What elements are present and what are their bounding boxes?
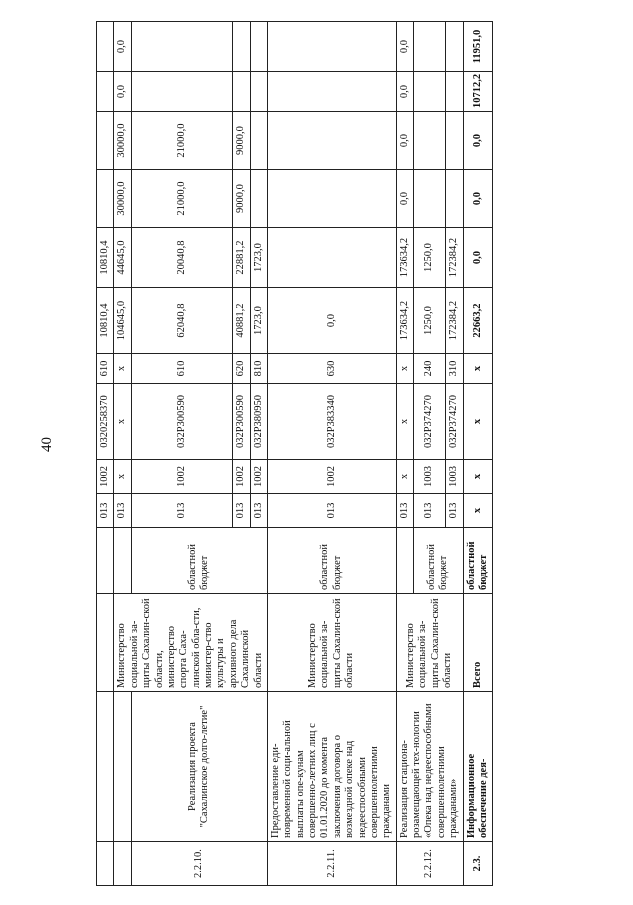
- table-cell: 032P380950: [250, 384, 267, 460]
- table-cell: 032P374270: [446, 384, 463, 460]
- table-cell: 0,0: [396, 112, 413, 170]
- table-cell: x: [114, 384, 131, 460]
- table-cell: Информационное обеспечение дея-: [463, 692, 493, 842]
- table-cell: 173634,2: [396, 228, 413, 288]
- table-cell: 22881,2: [233, 228, 250, 288]
- table-cell: 0,0: [396, 170, 413, 228]
- table-row: [267, 22, 396, 886]
- table-cell: [97, 594, 114, 692]
- table-cell: 620: [233, 354, 250, 384]
- table-cell: [233, 72, 250, 112]
- table-cell: 1003: [414, 460, 446, 494]
- table-cell: 032P374270: [414, 384, 446, 460]
- table-cell: 21000,0: [131, 170, 232, 228]
- table-cell: 810: [250, 354, 267, 384]
- table-cell: 172384,2: [446, 288, 463, 354]
- table-cell: 610: [97, 354, 114, 384]
- table-cell: [97, 692, 114, 842]
- table-cell: 173634,2: [396, 288, 413, 354]
- table-cell: [97, 170, 114, 228]
- table-cell: [114, 842, 131, 886]
- table-cell: 013: [131, 494, 232, 528]
- table-cell: x: [463, 384, 493, 460]
- table-cell: [446, 170, 463, 228]
- table-cell: 172384,2: [446, 228, 463, 288]
- table-cell: [267, 228, 396, 288]
- table-cell: 013: [396, 494, 413, 528]
- table-row: [131, 22, 232, 886]
- table-cell: 610: [131, 354, 232, 384]
- table-cell: 0,0: [463, 228, 493, 288]
- budget-table: [96, 21, 493, 886]
- table-cell: [97, 528, 114, 594]
- table-cell: 30000,0: [114, 170, 131, 228]
- table-cell: 1723,0: [250, 288, 267, 354]
- table-cell: [414, 22, 446, 72]
- table-cell: областной бюджет: [414, 528, 464, 594]
- table-cell: 013: [250, 494, 267, 528]
- table-cell: [267, 112, 396, 170]
- table-cell: 1723,0: [250, 228, 267, 288]
- table-cell: 032P383340: [267, 384, 396, 460]
- table-cell: x: [396, 354, 413, 384]
- table-cell: 20040,8: [131, 228, 232, 288]
- table-cell: Предоставление еди-новременной соци-альной выплаты опе-кунам совершенно-летних лиц с 01.01.2020 до момента заключения договора о возмездной опеке над недееспособными совершеннолетними гражданами: [267, 692, 396, 842]
- table-cell: 240: [414, 354, 446, 384]
- table-cell: 032P300590: [131, 384, 232, 460]
- table-cell: x: [463, 354, 493, 384]
- table-cell: [97, 22, 114, 72]
- table-cell: [267, 22, 396, 72]
- table-cell: [414, 72, 446, 112]
- table-cell: 40881,2: [233, 288, 250, 354]
- table-cell: 0,0: [396, 72, 413, 112]
- table-cell: 11951,0: [463, 22, 493, 72]
- table-cell: 0,0: [114, 22, 131, 72]
- table-cell: x: [463, 460, 493, 494]
- table-cell: 1002: [97, 460, 114, 494]
- table-cell: 9000,0: [233, 112, 250, 170]
- table-cell: 1002: [250, 460, 267, 494]
- table-cell: x: [396, 460, 413, 494]
- table-cell: [97, 72, 114, 112]
- table-cell: x: [463, 494, 493, 528]
- table-cell: [414, 112, 446, 170]
- table-cell: 013: [114, 494, 131, 528]
- table-cell: x: [114, 354, 131, 384]
- table-cell: 310: [446, 354, 463, 384]
- table-cell: 10712,2: [463, 72, 493, 112]
- table-cell: 2.2.10.: [131, 842, 267, 886]
- table-cell: [131, 72, 232, 112]
- table-cell: 2.2.12.: [396, 842, 463, 886]
- table-cell: 2.2.11.: [267, 842, 396, 886]
- table-cell: Реализация проекта "Сахалинское долго-летие": [131, 692, 267, 842]
- table-cell: [97, 842, 114, 886]
- page-number: 40: [39, 437, 55, 452]
- table-cell: областной бюджет: [463, 528, 493, 594]
- table-cell: 62040,8: [131, 288, 232, 354]
- table-cell: 9000,0: [233, 170, 250, 228]
- table-cell: 30000,0: [114, 112, 131, 170]
- table-cell: 104645,0: [114, 288, 131, 354]
- table-cell: 0,0: [396, 22, 413, 72]
- table-cell: 032P300590: [233, 384, 250, 460]
- table-cell: [414, 170, 446, 228]
- table-cell: 013: [97, 494, 114, 528]
- table-cell: [396, 528, 413, 594]
- table-cell: 013: [446, 494, 463, 528]
- table-cell: [446, 112, 463, 170]
- table-cell: x: [114, 460, 131, 494]
- table-cell: [131, 22, 232, 72]
- table-cell: 630: [267, 354, 396, 384]
- table-cell: [446, 72, 463, 112]
- table-cell: [97, 112, 114, 170]
- table-cell: [267, 72, 396, 112]
- table-cell: 0,0: [463, 170, 493, 228]
- table-cell: 2.3.: [463, 842, 493, 886]
- table-cell: [267, 170, 396, 228]
- table-cell: Министерство социальной за-щиты Сахалин-ской области: [396, 594, 463, 692]
- table-cell: 0,0: [463, 112, 493, 170]
- table-cell: 1250,0: [414, 288, 446, 354]
- table-cell: Министерство социальной за-щиты Сахалин-ской области: [267, 594, 396, 692]
- table-cell: 1002: [267, 460, 396, 494]
- table-cell: [233, 22, 250, 72]
- budget-table-rotated: [96, 26, 493, 886]
- table-cell: 013: [233, 494, 250, 528]
- table-cell: [446, 22, 463, 72]
- table-cell: 10810,4: [97, 288, 114, 354]
- table-cell: 1002: [131, 460, 232, 494]
- table-cell: [114, 692, 131, 842]
- table-cell: 013: [414, 494, 446, 528]
- table-cell: 1003: [446, 460, 463, 494]
- table-cell: областной бюджет: [267, 528, 396, 594]
- table-cell: 21000,0: [131, 112, 232, 170]
- table-cell: 22663,2: [463, 288, 493, 354]
- table-cell: [250, 170, 267, 228]
- table-cell: областной бюджет: [131, 528, 267, 594]
- table-cell: x: [396, 384, 413, 460]
- table-cell: [250, 72, 267, 112]
- table-row: [463, 22, 493, 886]
- table-cell: 0,0: [267, 288, 396, 354]
- table-cell: 013: [267, 494, 396, 528]
- table-cell: 1250,0: [414, 228, 446, 288]
- table-row: [396, 22, 413, 886]
- table-cell: 44645,0: [114, 228, 131, 288]
- table-cell: Всего: [463, 594, 493, 692]
- table-cell: [250, 22, 267, 72]
- table-cell: 1002: [233, 460, 250, 494]
- table-cell: 10810,4: [97, 228, 114, 288]
- table-cell: [250, 112, 267, 170]
- table-cell: 0320258370: [97, 384, 114, 460]
- table-row: [97, 22, 114, 886]
- table-cell: Реализация стациона-розамещающей тех-нологии «Опека над недееспособными совершеннолетними гражданами»: [396, 692, 463, 842]
- table-cell: [114, 528, 131, 594]
- table-cell: 0,0: [114, 72, 131, 112]
- table-row: [114, 22, 131, 886]
- table-cell: Министерство социальной за-щиты Сахалин-ской области, министерство спорта Саха-линской обла-сти, министер-ство культуры и архивного дела Сахалинской области: [114, 594, 268, 692]
